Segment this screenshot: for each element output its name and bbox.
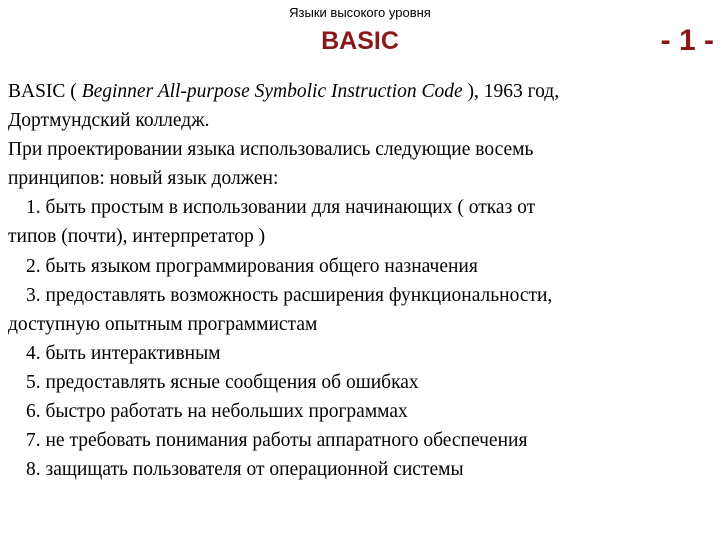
- slide-number: - 1 -: [660, 24, 714, 57]
- principles-intro-line-1: При проектировании языка использовались следующие восемь: [8, 139, 534, 161]
- principle-3: 3. предоставлять возможность расширения функциональности,: [26, 284, 553, 306]
- principle-7: 7. не требовать понимания работы аппаратного обеспечения: [26, 430, 528, 452]
- principles-intro-line-2: принципов: новый язык должен:: [8, 168, 279, 190]
- principle-3-continuation: доступную опытным программистам: [8, 313, 318, 335]
- header-caption: Языки высокого уровня: [289, 5, 431, 20]
- principle-6: 6. быстро работать на небольших программах: [26, 401, 408, 423]
- principle-2: 2. быть языком программирования общего назначения: [26, 255, 478, 277]
- principle-8: 8. защищать пользователя от операционной системы: [26, 459, 464, 481]
- intro-suffix: ), 1963 год,: [462, 81, 560, 102]
- intro-prefix: BASIC (: [8, 81, 82, 102]
- principle-5: 5. предоставлять ясные сообщения об ошибках: [26, 371, 419, 393]
- principle-1: 1. быть простым в использовании для начинающих ( отказ от: [26, 197, 536, 219]
- principle-1-continuation: типов (почти), интерпретатор ): [8, 226, 266, 248]
- intro-line-2: Дортмундский колледж.: [8, 110, 210, 132]
- intro-line-1: [8, 77, 714, 106]
- slide-body: [8, 77, 714, 484]
- basic-expansion: Beginner All-purpose Symbolic Instruction Code: [81, 81, 463, 102]
- principle-4: 4. быть интерактивным: [26, 342, 221, 364]
- slide-title: BASIC: [321, 27, 399, 55]
